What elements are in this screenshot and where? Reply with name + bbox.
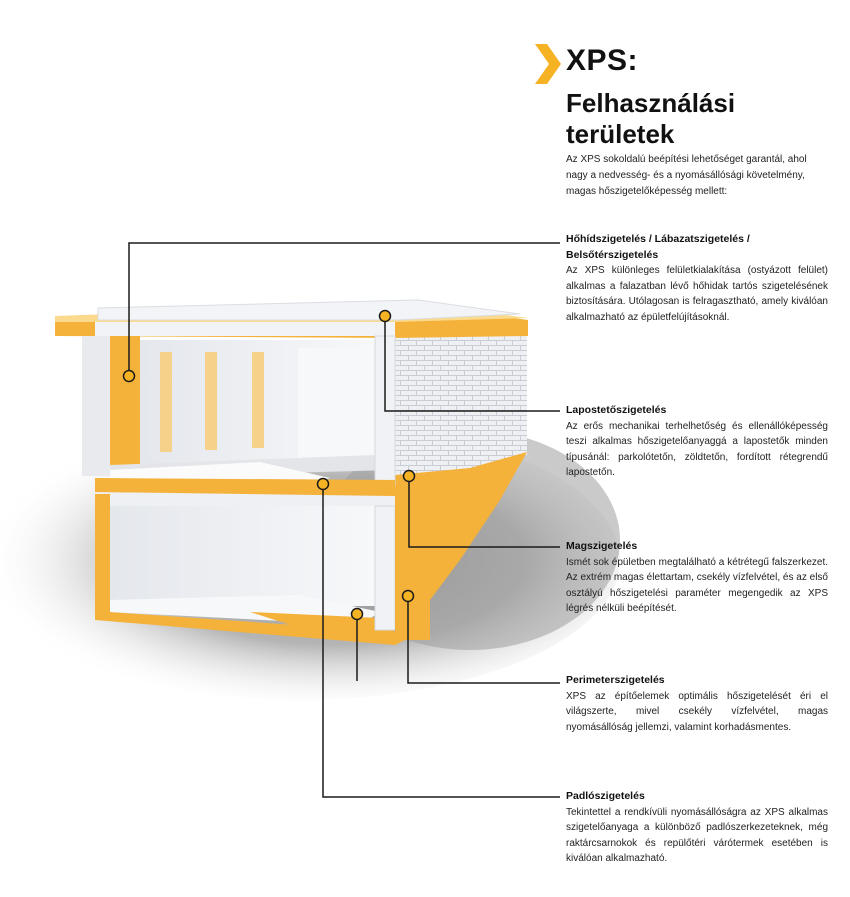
floor-slab xyxy=(95,478,395,510)
callout-dot-perimeter-2 xyxy=(352,609,363,620)
section-lapostetoszigeteles xyxy=(566,403,828,481)
section-text: Ismét sok épületben megtalálható a kétrétegű falszerkezet. Az extrém magas élettartam, csekély vízfelvétel, és az első osztályú hőszigetelési paraméter megengedik az XPS légrés nélküli beépítését. xyxy=(566,556,828,614)
section-text: Tekintettel a rendkívüli nyomásállóságra az XPS alkalmas szigetelőanyaga a különböző padlószerkezeteknek, még raktárcsarnokok és repülőtéri várótermek esetében is kiválóan alkalmazható. xyxy=(566,806,828,864)
chevron-right-icon xyxy=(533,42,563,86)
page-subtitle: Felhasználási területek xyxy=(566,88,736,149)
section-magszigeteles xyxy=(566,539,828,617)
section-title: Hőhídszigetelés / Lábazatszigetelés / Belsőtérszigetelés xyxy=(566,233,750,261)
section-text: Az erős mechanikai terhelhetőség és ellenállóképesség teszi alkalmas hőszigetelőanyaggá a lapostetők minden típusánál: parkolótetőn, zöldtetőn, fordított rétegrendű lapostetőn. xyxy=(566,420,828,478)
section-title: Magszigetelés xyxy=(566,540,638,552)
callout-dot-mag xyxy=(404,471,415,482)
section-title: Perimeterszigetelés xyxy=(566,674,665,686)
callout-dot-lapostető xyxy=(380,311,391,322)
callout-dot-hohid xyxy=(124,371,135,382)
section-title: Padlószigetelés xyxy=(566,790,645,802)
roof-slab xyxy=(55,300,528,338)
callout-dot-perimeter xyxy=(403,591,414,602)
callout-dot-padló xyxy=(318,479,329,490)
page-title: XPS: xyxy=(566,44,639,77)
section-hohidszigeteles xyxy=(566,232,828,325)
section-perimeterszigeteles xyxy=(566,673,828,735)
intro-text: Az XPS sokoldalú beépítési lehetőséget garantál, ahol nagy a nedvesség- és a nyomásállósági követelmény, magas hőszigetelőképesség mellett: xyxy=(566,154,807,197)
section-title: Lapostetőszigetelés xyxy=(566,404,667,416)
section-text: XPS az építőelemek optimális hőszigetelését éri el világszerte, mivel csekély vízfelvétel, magas nyomásállóság jellemzi, valamint korhadásmentes. xyxy=(566,690,828,733)
section-text: Az XPS különleges felületkialakítása (ostyázott felület) alkalmas a falazatban lévő hőhidak tartós szigetelésének biztosítására. Utólagosan is felragasztható, amely kiválóan alkalmazható az épületfelújításoknál. xyxy=(566,265,828,323)
section-padloszigeteles xyxy=(566,789,828,867)
